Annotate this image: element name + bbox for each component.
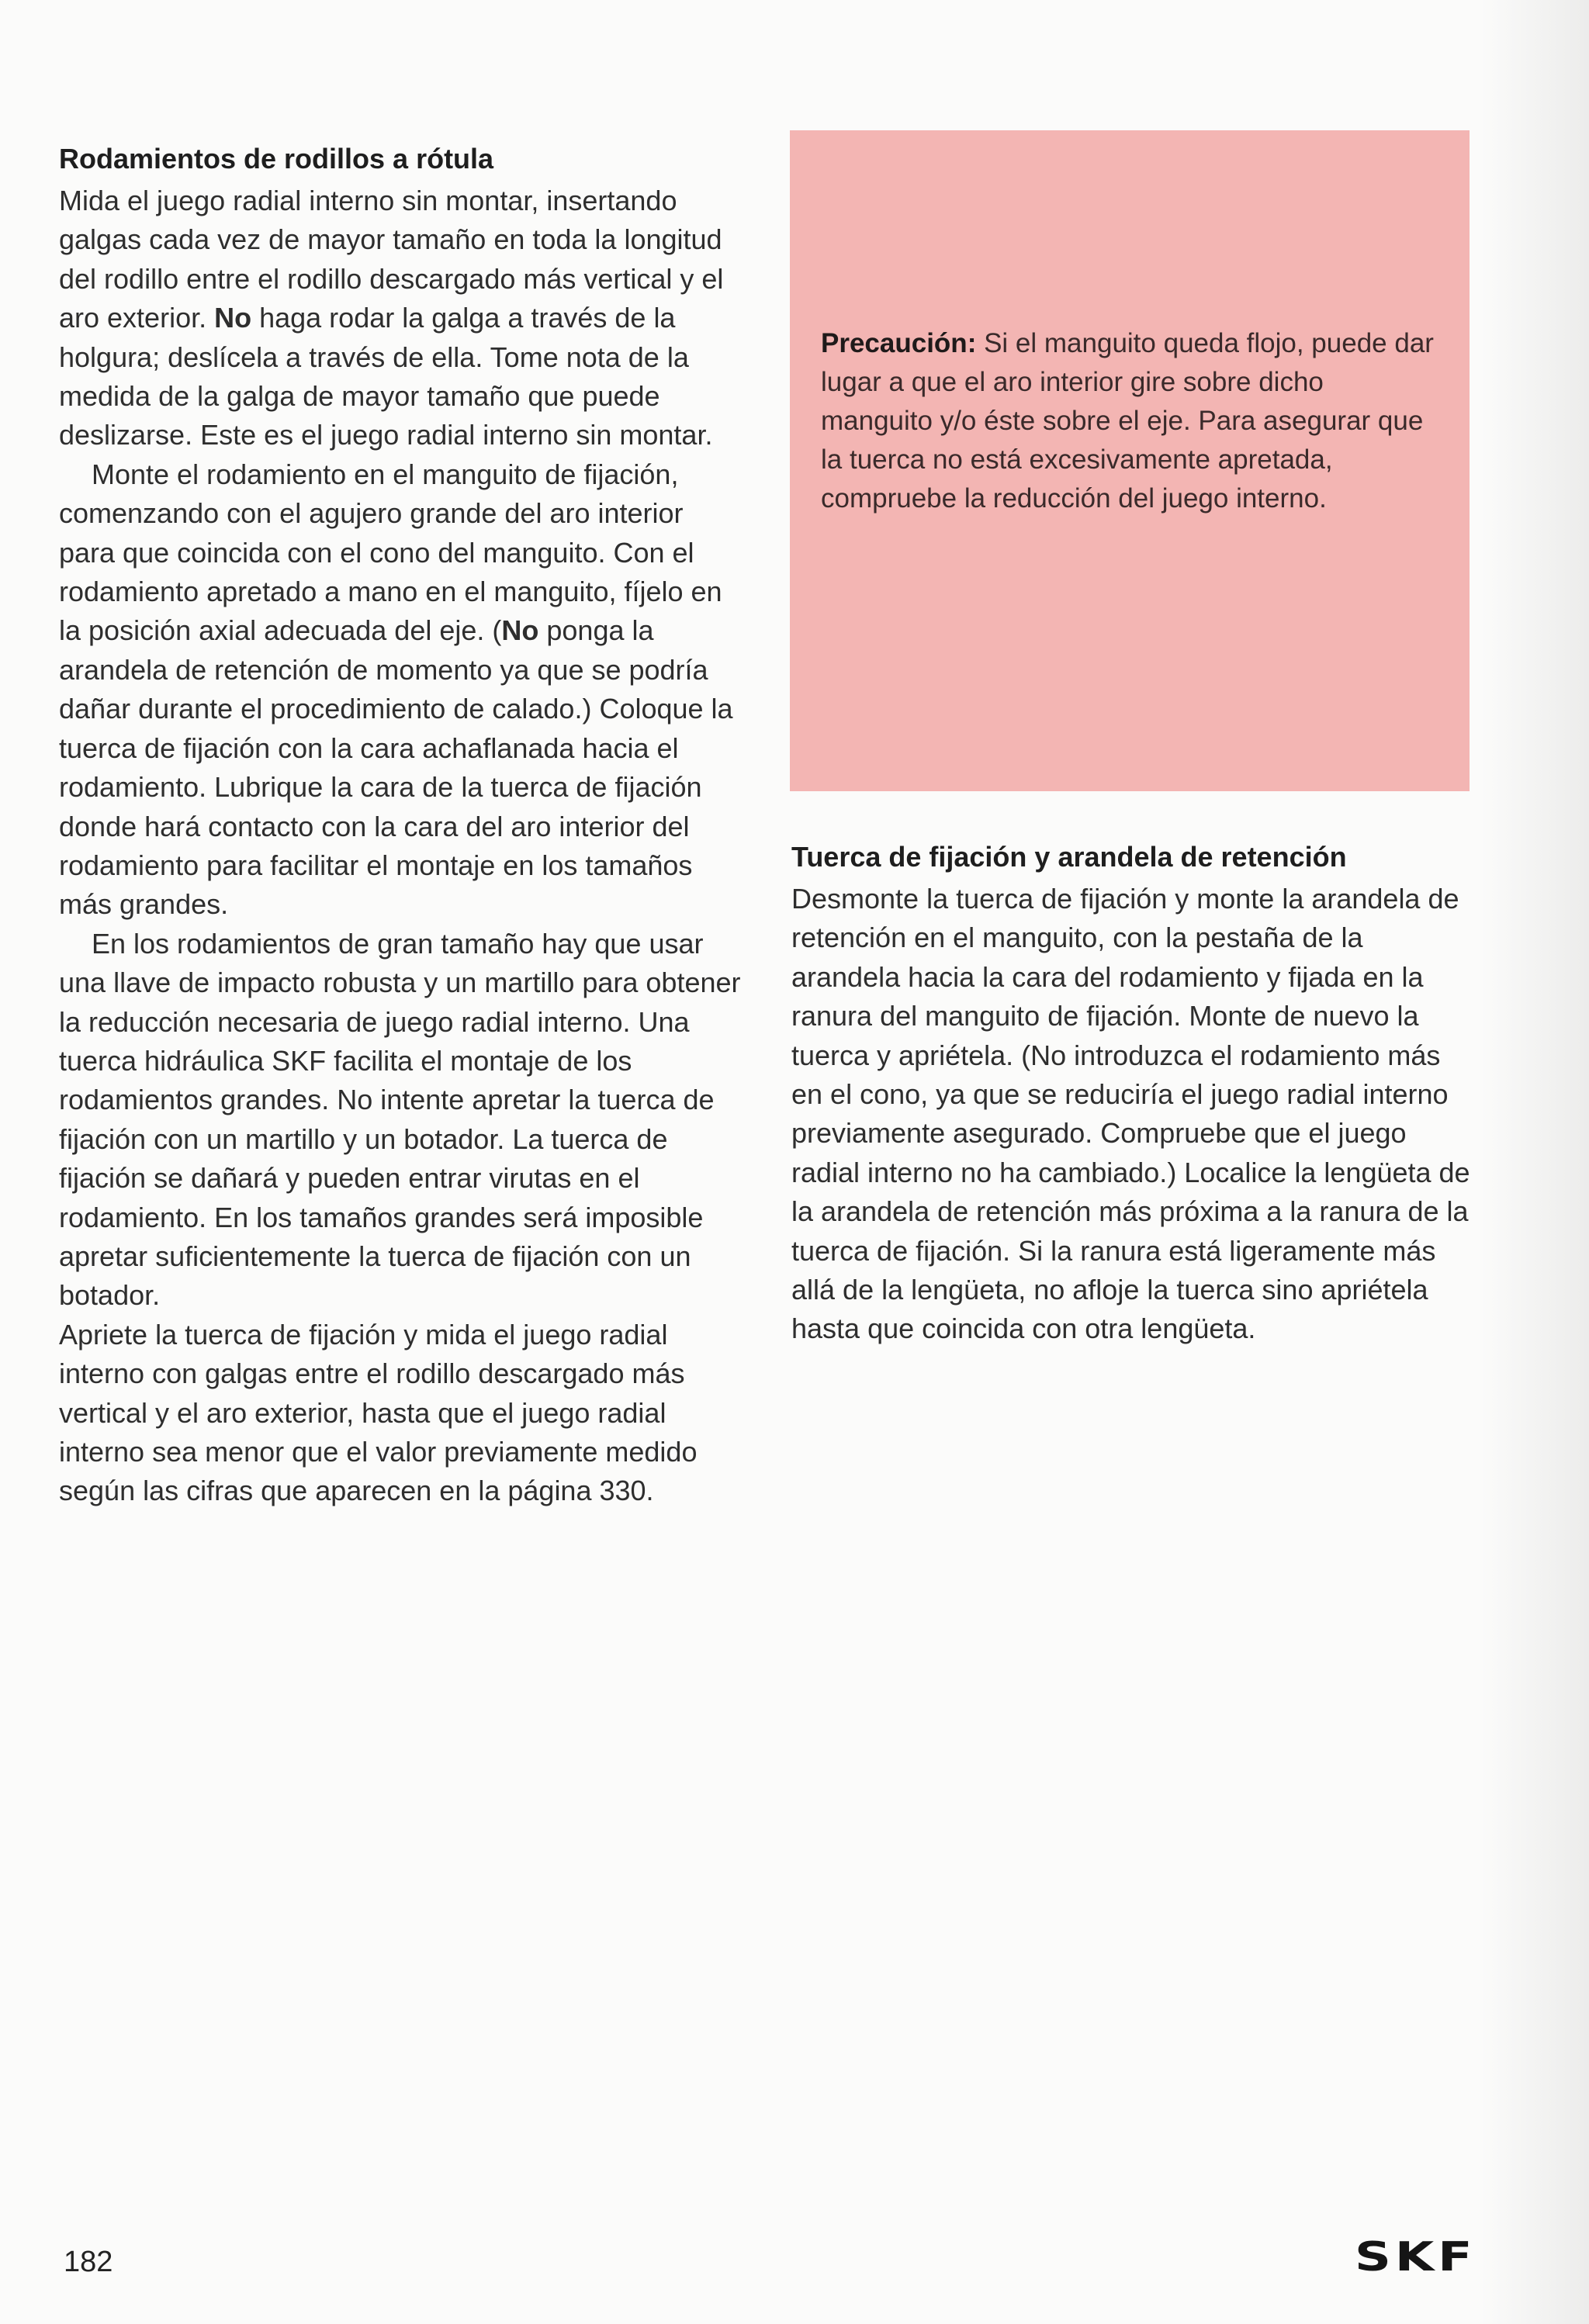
section-heading-locknut-lockwasher: Tuerca de fijación y arandela de retención (791, 841, 1347, 873)
emphasis-no: No (214, 302, 252, 334)
page-number: 182 (64, 2246, 113, 2278)
caution-text: Si el manguito queda flojo, puede dar lugar a que el aro interior gire sobre dicho manguito y/o éste sobre el eje. Para asegurar que la tuerca no está excesivamente apretada, compruebe la reducción del juego interno. (821, 328, 1434, 514)
paragraph-mount-bearing (59, 455, 742, 925)
paragraph-text: ponga la arandela de retención de momento ya que se podría dañar durante el procedimiento de calado.) Coloque la tuerca de fijación con la cara achaflanada hacia el rodamiento. Lubrique la cara de la tuerca de fijación donde hará contacto con la cara del aro interior del rodamiento para facilitar el montaje en los tamaños más grandes. (59, 614, 733, 921)
paragraph-text: haga rodar la galga a través de la holgura; deslícela a través de ella. Tome nota de la medida de la galga de mayor tamaño que puede deslizarse. Este es el juego radial interno sin montar. (59, 302, 713, 451)
right-column (791, 838, 1474, 1349)
paragraph-tighten-locknut: Apriete la tuerca de fijación y mida el juego radial interno con galgas entre el rodillo descargado más vertical y el aro exterior, hasta que el juego radial interno sea menor que el valor previamente medido según las cifras que aparecen en la página 330. (59, 1318, 698, 1507)
paragraph-text: Mida el juego radial interno sin montar, insertando galgas cada vez de mayor tamaño en toda la longitud del rodillo entre el rodillo descargado más vertical y el aro exterior. (59, 185, 724, 334)
paragraph-lockwasher-procedure: Desmonte la tuerca de fijación y monte la arandela de retención en el manguito, con la pestaña de la arandela hacia la cara del rodamiento y fijada en la ranura del manguito de fijación. Monte de nuevo la tuerca y apriétela. (No introduzca el rodamiento más en el cono, ya que se reduciría el juego radial interno previamente asegurado. Compruebe que el juego radial interno no ha cambiado.) Localice la lengüeta de la arandela de retención más próxima a la ranura de la tuerca de fijación. Si la ranura está ligeramente más allá de la lengüeta, no afloje la tuerca sino apriétela hasta que coincida con otra lengüeta. (791, 883, 1470, 1345)
left-column (59, 140, 742, 1511)
paragraph-text: Monte el rodamiento en el manguito de fijación, comenzando con el agujero grande del aro interior para que coincida con el cono del manguito. Con el rodamiento apretado a mano en el manguito, fíjelo en la posición axial adecuada del eje. ( (59, 458, 722, 647)
caution-box (790, 130, 1470, 791)
caution-paragraph (821, 324, 1442, 518)
page-edge-shadow (1480, 0, 1589, 2324)
paragraph-large-bearings: En los rodamientos de gran tamaño hay que usar una llave de impacto robusta y un martillo para obtener la reducción necesaria de juego radial interno. Una tuerca hidráulica SKF facilita el montaje de los rodamientos grandes. No intente apretar la tuerca de fijación con un martillo y un botador. La tuerca de fijación se dañará y pueden entrar virutas en el rodamiento. En los tamaños grandes será imposible apretar suficientemente la tuerca de fijación con un botador. (59, 927, 741, 1312)
section-heading-spherical-roller-bearings: Rodamientos de rodillos a rótula (59, 143, 494, 175)
paragraph-measure-clearance (59, 182, 742, 455)
skf-logo: SKF (1355, 2234, 1476, 2281)
caution-text-block (821, 324, 1442, 518)
emphasis-no: No (501, 614, 539, 647)
caution-label: Precaución: (821, 328, 977, 358)
